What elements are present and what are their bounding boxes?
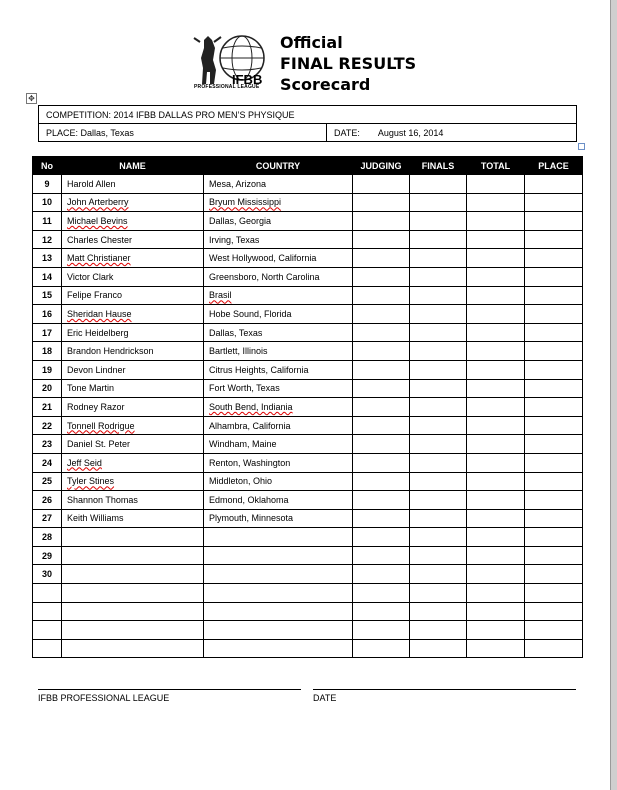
judging-cell[interactable]: [353, 472, 410, 491]
finals-cell[interactable]: [410, 286, 467, 305]
athlete-name-text: Tonnell Rodrigue: [67, 420, 135, 431]
finals-cell[interactable]: [410, 602, 467, 621]
judging-cell[interactable]: [353, 416, 410, 435]
row-number-text: 11: [42, 215, 52, 226]
athlete-name[interactable]: [62, 230, 204, 249]
total-cell[interactable]: [467, 175, 525, 194]
table-row: [33, 416, 583, 435]
athlete-name[interactable]: [62, 193, 204, 212]
finals-cell[interactable]: [410, 305, 467, 324]
row-number[interactable]: [33, 230, 62, 249]
athlete-name-text: Matt Christianer: [67, 253, 131, 264]
header-judging: JUDGING: [353, 157, 410, 175]
place-cell[interactable]: [525, 435, 583, 454]
athlete-name[interactable]: [62, 175, 204, 194]
finals-cell[interactable]: [410, 267, 467, 286]
title-line-3: Scorecard: [280, 75, 371, 94]
athlete-country[interactable]: [204, 286, 353, 305]
table-row: [33, 435, 583, 454]
footer-date-label: DATE: [313, 693, 337, 703]
athlete-country-text: Citrus Heights, California: [209, 364, 309, 375]
total-cell[interactable]: [467, 509, 525, 528]
row-number-text: 12: [41, 234, 52, 245]
judging-cell[interactable]: [353, 323, 410, 342]
athlete-name[interactable]: [62, 602, 204, 621]
athlete-country-text: Mesa, Arizona: [209, 178, 267, 189]
athlete-name[interactable]: [62, 584, 204, 603]
judging-cell[interactable]: [353, 509, 410, 528]
judging-cell[interactable]: [353, 435, 410, 454]
athlete-name-text: Rodney Razor: [67, 401, 125, 412]
header-total: TOTAL: [467, 157, 525, 175]
table-row: [33, 491, 583, 510]
place-cell[interactable]: [525, 360, 583, 379]
table-row: [33, 286, 583, 305]
judging-cell[interactable]: [353, 398, 410, 417]
row-number[interactable]: [33, 509, 62, 528]
athlete-name-text: Brandon Hendrickson: [67, 346, 154, 357]
place-cell[interactable]: [525, 453, 583, 472]
athlete-country-text: Windham, Maine: [209, 439, 277, 450]
place-cell[interactable]: [525, 565, 583, 584]
row-number[interactable]: [33, 323, 62, 342]
athlete-country[interactable]: [204, 453, 353, 472]
header-country: COUNTRY: [204, 157, 353, 175]
date-cell[interactable]: [327, 124, 577, 142]
total-cell[interactable]: [467, 621, 525, 640]
table-row: [33, 546, 583, 565]
athlete-name[interactable]: [62, 509, 204, 528]
athlete-name-text: Eric Heidelberg: [67, 327, 129, 338]
table-row: [33, 193, 583, 212]
athlete-name-text: Harold Allen: [67, 178, 116, 189]
info-table: [38, 105, 577, 142]
table-row: [33, 267, 583, 286]
header-finals: FINALS: [410, 157, 467, 175]
athlete-name-text: Tone Martin: [67, 383, 115, 394]
finals-cell[interactable]: [410, 175, 467, 194]
row-number-text: 13: [41, 253, 52, 264]
athlete-name-text: Felipe Franco: [67, 290, 123, 301]
row-number-text: 20: [41, 383, 52, 394]
finals-cell[interactable]: [410, 416, 467, 435]
athlete-country-text: Plymouth, Minnesota: [209, 513, 294, 524]
athlete-name-text: Devon Lindner: [67, 364, 126, 375]
row-number-text: 25: [41, 476, 52, 487]
row-number[interactable]: [33, 286, 62, 305]
finals-cell[interactable]: [410, 584, 467, 603]
total-cell[interactable]: [467, 491, 525, 510]
header-no: No: [33, 157, 62, 175]
athlete-country[interactable]: [204, 584, 353, 603]
athlete-country[interactable]: [204, 491, 353, 510]
athlete-country-text: Bryum Mississippi: [209, 197, 282, 208]
title-line-2: FINAL RESULTS: [280, 54, 417, 73]
athlete-name[interactable]: [62, 398, 204, 417]
athlete-name[interactable]: [62, 267, 204, 286]
finals-cell[interactable]: [410, 342, 467, 361]
total-cell[interactable]: [467, 379, 525, 398]
athlete-name[interactable]: [62, 639, 204, 658]
total-cell[interactable]: [467, 323, 525, 342]
row-number[interactable]: [33, 305, 62, 324]
title-line-1: Official: [280, 33, 343, 52]
athlete-name-text: Michael Bevins: [67, 215, 128, 226]
athlete-country-text: Greensboro, North Carolina: [209, 271, 320, 282]
place-cell[interactable]: [525, 342, 583, 361]
place-cell[interactable]: [525, 267, 583, 286]
place-cell[interactable]: PLACE: Dallas, Texas: [39, 124, 327, 142]
table-row: [33, 565, 583, 584]
total-cell[interactable]: [467, 584, 525, 603]
date-label: DATE:: [334, 127, 360, 138]
results-table: [32, 156, 583, 658]
athlete-name[interactable]: [62, 212, 204, 231]
table-row: [33, 528, 583, 547]
athlete-country[interactable]: [204, 509, 353, 528]
table-row: [33, 602, 583, 621]
athlete-name[interactable]: [62, 546, 204, 565]
finals-cell[interactable]: [410, 491, 467, 510]
logo-subtext: PROFESSIONAL LEAGUE: [194, 84, 260, 90]
athlete-country-text: Bartlett, Illinois: [209, 346, 268, 357]
table-header-row: [33, 157, 583, 175]
place-cell[interactable]: [525, 546, 583, 565]
table-row: [33, 323, 583, 342]
table-row: [33, 584, 583, 603]
athlete-country[interactable]: [204, 212, 353, 231]
row-number[interactable]: [33, 621, 62, 640]
athlete-country[interactable]: [204, 175, 353, 194]
athlete-name[interactable]: [62, 472, 204, 491]
table-row: [33, 398, 583, 417]
judging-cell[interactable]: [353, 453, 410, 472]
row-number-text: 22: [41, 420, 52, 431]
place-cell[interactable]: [525, 249, 583, 268]
table-row: [33, 342, 583, 361]
judging-cell[interactable]: [353, 621, 410, 640]
judging-cell[interactable]: [353, 491, 410, 510]
place-cell[interactable]: [525, 379, 583, 398]
place-cell[interactable]: [525, 528, 583, 547]
judging-cell[interactable]: [353, 175, 410, 194]
judging-cell[interactable]: [353, 249, 410, 268]
total-cell[interactable]: [467, 360, 525, 379]
row-number-text: 24: [41, 457, 52, 468]
place-cell[interactable]: [525, 286, 583, 305]
row-number-text: 17: [41, 327, 52, 338]
place-cell[interactable]: [525, 509, 583, 528]
table-row: [33, 175, 583, 194]
total-cell[interactable]: [467, 305, 525, 324]
row-number[interactable]: [33, 528, 62, 547]
athlete-country[interactable]: [204, 621, 353, 640]
table-row: [33, 639, 583, 658]
date-value: August 16, 2014: [377, 127, 444, 138]
judging-cell[interactable]: [353, 212, 410, 231]
judging-cell[interactable]: [353, 342, 410, 361]
competition-cell[interactable]: COMPETITION: 2014 IFBB DALLAS PRO MEN’S PHYSIQUE: [39, 106, 577, 124]
athlete-country-text: South Bend, Indiania: [209, 401, 293, 412]
row-number[interactable]: [33, 435, 62, 454]
finals-cell[interactable]: [410, 528, 467, 547]
place-cell[interactable]: [525, 639, 583, 658]
header-name: NAME: [62, 157, 204, 175]
logo-text: IFBB: [232, 72, 263, 87]
place-cell[interactable]: [525, 193, 583, 212]
athlete-country[interactable]: [204, 546, 353, 565]
total-cell[interactable]: [467, 267, 525, 286]
place-cell[interactable]: [525, 230, 583, 249]
row-number[interactable]: [33, 193, 62, 212]
athlete-name[interactable]: [62, 621, 204, 640]
place-cell[interactable]: [525, 602, 583, 621]
row-number[interactable]: [33, 565, 62, 584]
header-place: PLACE: [525, 157, 583, 175]
row-number[interactable]: [33, 379, 62, 398]
athlete-name[interactable]: [62, 342, 204, 361]
row-number[interactable]: [33, 639, 62, 658]
table-row: [33, 453, 583, 472]
total-cell[interactable]: [467, 230, 525, 249]
athlete-name-text: Charles Chester: [67, 234, 133, 245]
total-cell[interactable]: [467, 435, 525, 454]
footer-league-label: IFBB PROFESSIONAL LEAGUE: [38, 693, 170, 703]
athlete-country-text: Hobe Sound, Florida: [209, 308, 292, 319]
total-cell[interactable]: [467, 565, 525, 584]
athlete-country-text: Alhambra, California: [209, 420, 291, 431]
place-cell[interactable]: [525, 175, 583, 194]
finals-cell[interactable]: [410, 639, 467, 658]
athlete-name[interactable]: [62, 249, 204, 268]
judging-cell[interactable]: [353, 267, 410, 286]
athlete-name[interactable]: [62, 323, 204, 342]
row-number-text: 16: [41, 308, 52, 319]
row-number[interactable]: [33, 602, 62, 621]
judging-cell[interactable]: [353, 305, 410, 324]
finals-cell[interactable]: [410, 212, 467, 231]
judging-cell[interactable]: [353, 230, 410, 249]
athlete-name-text: Shannon Thomas: [67, 494, 138, 505]
athlete-name[interactable]: [62, 435, 204, 454]
total-cell[interactable]: [467, 602, 525, 621]
athlete-country[interactable]: [204, 305, 353, 324]
judging-cell[interactable]: [353, 360, 410, 379]
finals-cell[interactable]: [410, 509, 467, 528]
table-row: [33, 472, 583, 491]
place-cell[interactable]: [525, 491, 583, 510]
finals-cell[interactable]: [410, 249, 467, 268]
place-cell[interactable]: [525, 472, 583, 491]
finals-cell[interactable]: [410, 323, 467, 342]
row-number[interactable]: [33, 398, 62, 417]
row-number-text: 26: [41, 494, 52, 505]
finals-cell[interactable]: [410, 565, 467, 584]
finals-cell[interactable]: [410, 546, 467, 565]
athlete-name-text: Jeff Seid: [67, 457, 102, 468]
athlete-country-text: Edmond, Oklahoma: [209, 494, 289, 505]
row-number-text: 21: [41, 401, 52, 412]
total-cell[interactable]: [467, 212, 525, 231]
table-row: [33, 249, 583, 268]
athlete-name[interactable]: [62, 286, 204, 305]
athlete-country-text: West Hollywood, California: [209, 253, 317, 264]
row-number-text: 9: [44, 178, 50, 189]
row-number[interactable]: [33, 360, 62, 379]
total-cell[interactable]: [467, 528, 525, 547]
window-edge: [611, 0, 617, 790]
athlete-name-text: John Arterberry: [67, 197, 129, 208]
athlete-country-text: Dallas, Georgia: [209, 215, 272, 226]
athlete-name[interactable]: [62, 491, 204, 510]
judging-cell[interactable]: [353, 379, 410, 398]
judging-cell[interactable]: [353, 584, 410, 603]
athlete-country[interactable]: [204, 435, 353, 454]
judging-cell[interactable]: [353, 639, 410, 658]
row-number-text: 10: [41, 197, 52, 208]
athlete-country-text: Middleton, Ohio: [209, 476, 273, 487]
signature-line-date: [313, 689, 576, 690]
finals-cell[interactable]: [410, 360, 467, 379]
table-row: [33, 305, 583, 324]
athlete-country[interactable]: [204, 230, 353, 249]
athlete-country[interactable]: [204, 602, 353, 621]
table-row: [33, 379, 583, 398]
athlete-name-text: Keith Williams: [67, 513, 124, 524]
row-number[interactable]: [33, 212, 62, 231]
athlete-name[interactable]: [62, 416, 204, 435]
row-number-text: 27: [41, 513, 52, 524]
total-cell[interactable]: [467, 472, 525, 491]
athlete-name[interactable]: [62, 360, 204, 379]
place-cell[interactable]: [525, 323, 583, 342]
athlete-country-text: Fort Worth, Texas: [209, 383, 280, 394]
place-cell[interactable]: [525, 212, 583, 231]
place-cell[interactable]: [525, 305, 583, 324]
athlete-name-text: Daniel St. Peter: [67, 439, 131, 450]
finals-cell[interactable]: [410, 435, 467, 454]
judging-cell[interactable]: [353, 193, 410, 212]
athlete-country[interactable]: [204, 528, 353, 547]
judging-cell[interactable]: [353, 528, 410, 547]
row-number-text: 30: [41, 569, 52, 580]
total-cell[interactable]: [467, 193, 525, 212]
finals-cell[interactable]: [410, 230, 467, 249]
total-cell[interactable]: [467, 249, 525, 268]
table-row: [33, 230, 583, 249]
row-number-text: 28: [41, 532, 52, 543]
athlete-country[interactable]: [204, 379, 353, 398]
total-cell[interactable]: [467, 453, 525, 472]
row-number[interactable]: [33, 267, 62, 286]
athlete-country[interactable]: [204, 323, 353, 342]
row-number[interactable]: [33, 342, 62, 361]
athlete-country[interactable]: [204, 342, 353, 361]
athlete-country[interactable]: [204, 472, 353, 491]
athlete-name-text: Tyler Stines: [67, 476, 115, 487]
row-number-text: 14: [41, 271, 52, 282]
table-row: [33, 360, 583, 379]
athlete-name-text: Victor Clark: [67, 271, 114, 282]
athlete-country-text: Brasil: [209, 290, 232, 301]
row-number[interactable]: [33, 453, 62, 472]
athlete-country[interactable]: [204, 398, 353, 417]
row-number[interactable]: [33, 491, 62, 510]
athlete-name[interactable]: [62, 453, 204, 472]
page-title: [280, 32, 416, 95]
athlete-country[interactable]: [204, 639, 353, 658]
athlete-country[interactable]: [204, 193, 353, 212]
total-cell[interactable]: [467, 286, 525, 305]
row-number[interactable]: [33, 546, 62, 565]
judging-cell[interactable]: [353, 546, 410, 565]
place-cell[interactable]: [525, 416, 583, 435]
table-row: [33, 621, 583, 640]
athlete-name[interactable]: [62, 305, 204, 324]
athlete-country[interactable]: [204, 267, 353, 286]
athlete-country[interactable]: [204, 565, 353, 584]
table-row: [33, 212, 583, 231]
row-number-text: 23: [41, 439, 52, 450]
signature-line-league: [38, 689, 301, 690]
total-cell[interactable]: [467, 639, 525, 658]
judging-cell[interactable]: [353, 565, 410, 584]
athlete-country[interactable]: [204, 360, 353, 379]
athlete-name-text: Sheridan Hause: [67, 308, 132, 319]
finals-cell[interactable]: [410, 621, 467, 640]
place-cell[interactable]: [525, 621, 583, 640]
row-number-text: 19: [41, 364, 52, 375]
place-cell[interactable]: [525, 584, 583, 603]
row-number[interactable]: [33, 249, 62, 268]
finals-cell[interactable]: [410, 472, 467, 491]
total-cell[interactable]: [467, 416, 525, 435]
row-number-text: 29: [41, 550, 52, 561]
finals-cell[interactable]: [410, 398, 467, 417]
total-cell[interactable]: [467, 342, 525, 361]
total-cell[interactable]: [467, 546, 525, 565]
row-number[interactable]: [33, 584, 62, 603]
athlete-country[interactable]: [204, 416, 353, 435]
athlete-country-text: Renton, Washington: [209, 457, 291, 468]
athlete-country-text: Dallas, Texas: [209, 327, 263, 338]
finals-cell[interactable]: [410, 379, 467, 398]
judging-cell[interactable]: [353, 286, 410, 305]
total-cell[interactable]: [467, 398, 525, 417]
athlete-name[interactable]: [62, 379, 204, 398]
row-number[interactable]: [33, 472, 62, 491]
finals-cell[interactable]: [410, 193, 467, 212]
row-number-text: 15: [41, 290, 52, 301]
athlete-country[interactable]: [204, 249, 353, 268]
finals-cell[interactable]: [410, 453, 467, 472]
table-row: [33, 509, 583, 528]
row-number[interactable]: [33, 175, 62, 194]
athlete-name[interactable]: [62, 565, 204, 584]
athlete-country-text: Irving, Texas: [209, 234, 260, 245]
row-number[interactable]: [33, 416, 62, 435]
table-resize-handle[interactable]: [578, 143, 585, 150]
judging-cell[interactable]: [353, 602, 410, 621]
athlete-name[interactable]: [62, 528, 204, 547]
table-move-handle-icon[interactable]: ✥: [26, 93, 37, 104]
row-number-text: 18: [41, 346, 52, 357]
place-cell[interactable]: [525, 398, 583, 417]
